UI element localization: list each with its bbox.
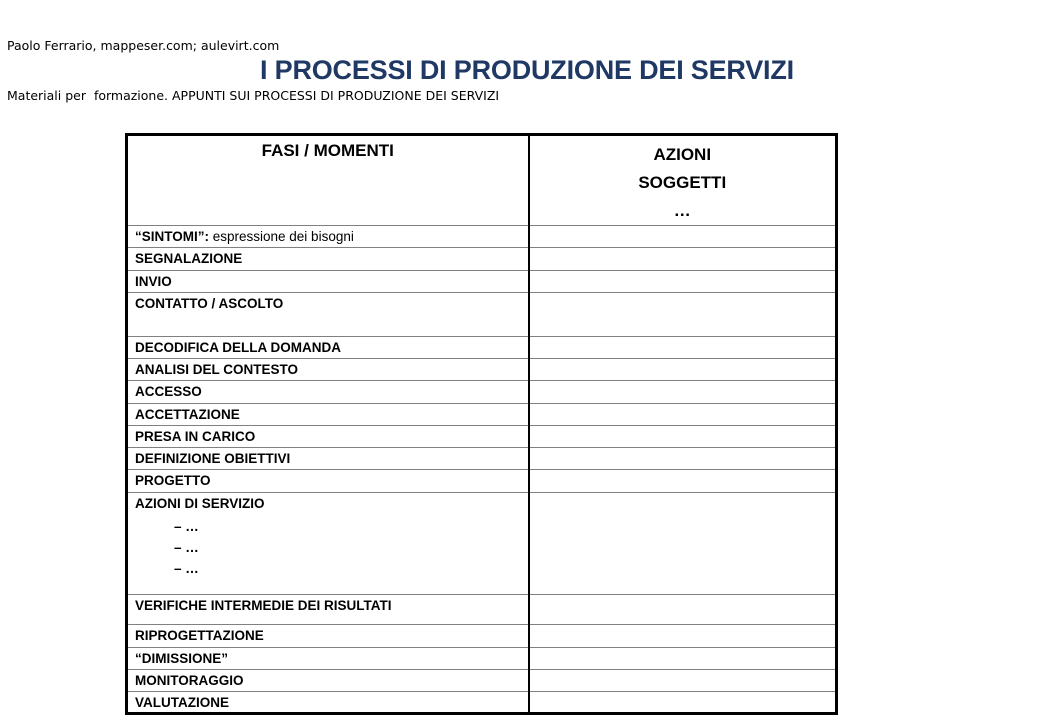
- fase-cell: [127, 595, 529, 625]
- fase-cell: [127, 493, 529, 595]
- fase-cell: [127, 271, 529, 293]
- table-header-row: [127, 135, 837, 226]
- azioni-cell: [529, 359, 837, 381]
- azioni-cell: [529, 248, 837, 271]
- fase-label: VALUTAZIONE: [135, 695, 229, 710]
- table-row-azioni-di-servizio: [127, 493, 837, 595]
- azioni-cell: [529, 337, 837, 359]
- column-header-fasi: FASI / MOMENTI: [127, 135, 529, 226]
- fase-cell: [127, 426, 529, 448]
- fase-label: PRESA IN CARICO: [135, 429, 256, 444]
- column-header-azioni-line2: SOGGETTI: [638, 173, 727, 192]
- fase-cell: [127, 226, 529, 248]
- azioni-cell: [529, 493, 837, 595]
- fase-label: INVIO: [135, 274, 172, 289]
- page-title: I PROCESSI DI PRODUZIONE DEI SERVIZI: [260, 55, 794, 85]
- fase-cell: [127, 648, 529, 670]
- fase-cell: [127, 359, 529, 381]
- table-row-verifiche-intermedie: [127, 595, 837, 625]
- fase-subitem: – …: [174, 561, 199, 576]
- table-row-accettazione: [127, 404, 837, 426]
- page-header-line1: Paolo Ferrario, mappeser.com; aulevirt.com: [7, 38, 280, 53]
- fase-subitem: – …: [174, 540, 199, 555]
- fase-cell: [127, 293, 529, 337]
- fase-cell: [127, 670, 529, 692]
- azioni-cell: [529, 670, 837, 692]
- table-row-progetto: [127, 470, 837, 493]
- fase-label: CONTATTO / ASCOLTO: [135, 296, 284, 311]
- process-table: [125, 133, 838, 715]
- fase-cell: [127, 381, 529, 404]
- table-row-accesso: [127, 381, 837, 404]
- column-header-azioni-line1: AZIONI: [653, 145, 712, 164]
- table-row-invio: [127, 271, 837, 293]
- azioni-cell: [529, 404, 837, 426]
- column-header-azioni-line3: …: [673, 201, 691, 220]
- fase-cell: [127, 404, 529, 426]
- fase-subitem: – …: [174, 519, 199, 534]
- azioni-cell: [529, 648, 837, 670]
- column-header-azioni: [529, 135, 837, 226]
- azioni-cell: [529, 625, 837, 648]
- azioni-cell: [529, 595, 837, 625]
- table-row-segnalazione: [127, 248, 837, 271]
- fase-label: PROGETTO: [135, 473, 211, 488]
- azioni-cell: [529, 293, 837, 337]
- fase-label: SEGNALAZIONE: [135, 251, 243, 266]
- azioni-cell: [529, 470, 837, 493]
- fase-cell: [127, 248, 529, 271]
- azioni-cell: [529, 381, 837, 404]
- table-row-definizione-obiettivi: [127, 448, 837, 470]
- azioni-cell: [529, 426, 837, 448]
- table-row-contatto-ascolto: [127, 293, 837, 337]
- table-row-valutazione: [127, 692, 837, 714]
- fase-cell: [127, 337, 529, 359]
- fase-label: “SINTOMI”:: [135, 229, 209, 244]
- azioni-cell: [529, 226, 837, 248]
- table-row-presa-in-carico: [127, 426, 837, 448]
- fase-cell: [127, 470, 529, 493]
- fase-cell: [127, 692, 529, 714]
- azioni-cell: [529, 692, 837, 714]
- fase-sublabel: espressione dei bisogni: [209, 229, 354, 244]
- fase-label: DECODIFICA DELLA DOMANDA: [135, 340, 341, 355]
- table-row-decodifica-domanda: [127, 337, 837, 359]
- fase-label: DEFINIZIONE OBIETTIVI: [135, 451, 291, 466]
- fase-label: AZIONI DI SERVIZIO: [135, 496, 265, 511]
- table-row-sintomi: [127, 226, 837, 248]
- azioni-cell: [529, 271, 837, 293]
- table-row-monitoraggio: [127, 670, 837, 692]
- fase-cell: [127, 625, 529, 648]
- table-row-riprogettazione: [127, 625, 837, 648]
- fase-label: ACCETTAZIONE: [135, 407, 240, 422]
- table-row-dimissione: [127, 648, 837, 670]
- azioni-cell: [529, 448, 837, 470]
- table-row-analisi-contesto: [127, 359, 837, 381]
- fase-label: RIPROGETTAZIONE: [135, 628, 264, 643]
- fase-label: ANALISI DEL CONTESTO: [135, 362, 299, 377]
- fase-label: “DIMISSIONE”: [135, 651, 229, 666]
- fase-label: VERIFICHE INTERMEDIE DEI RISULTATI: [135, 598, 392, 613]
- fase-label: MONITORAGGIO: [135, 673, 244, 688]
- fase-subitem-list: [135, 516, 520, 579]
- page-header-line2: Materiali per formazione. APPUNTI SUI PROCESSI DI PRODUZIONE DEI SERVIZI: [7, 87, 500, 103]
- fase-label: ACCESSO: [135, 384, 202, 399]
- fase-cell: [127, 448, 529, 470]
